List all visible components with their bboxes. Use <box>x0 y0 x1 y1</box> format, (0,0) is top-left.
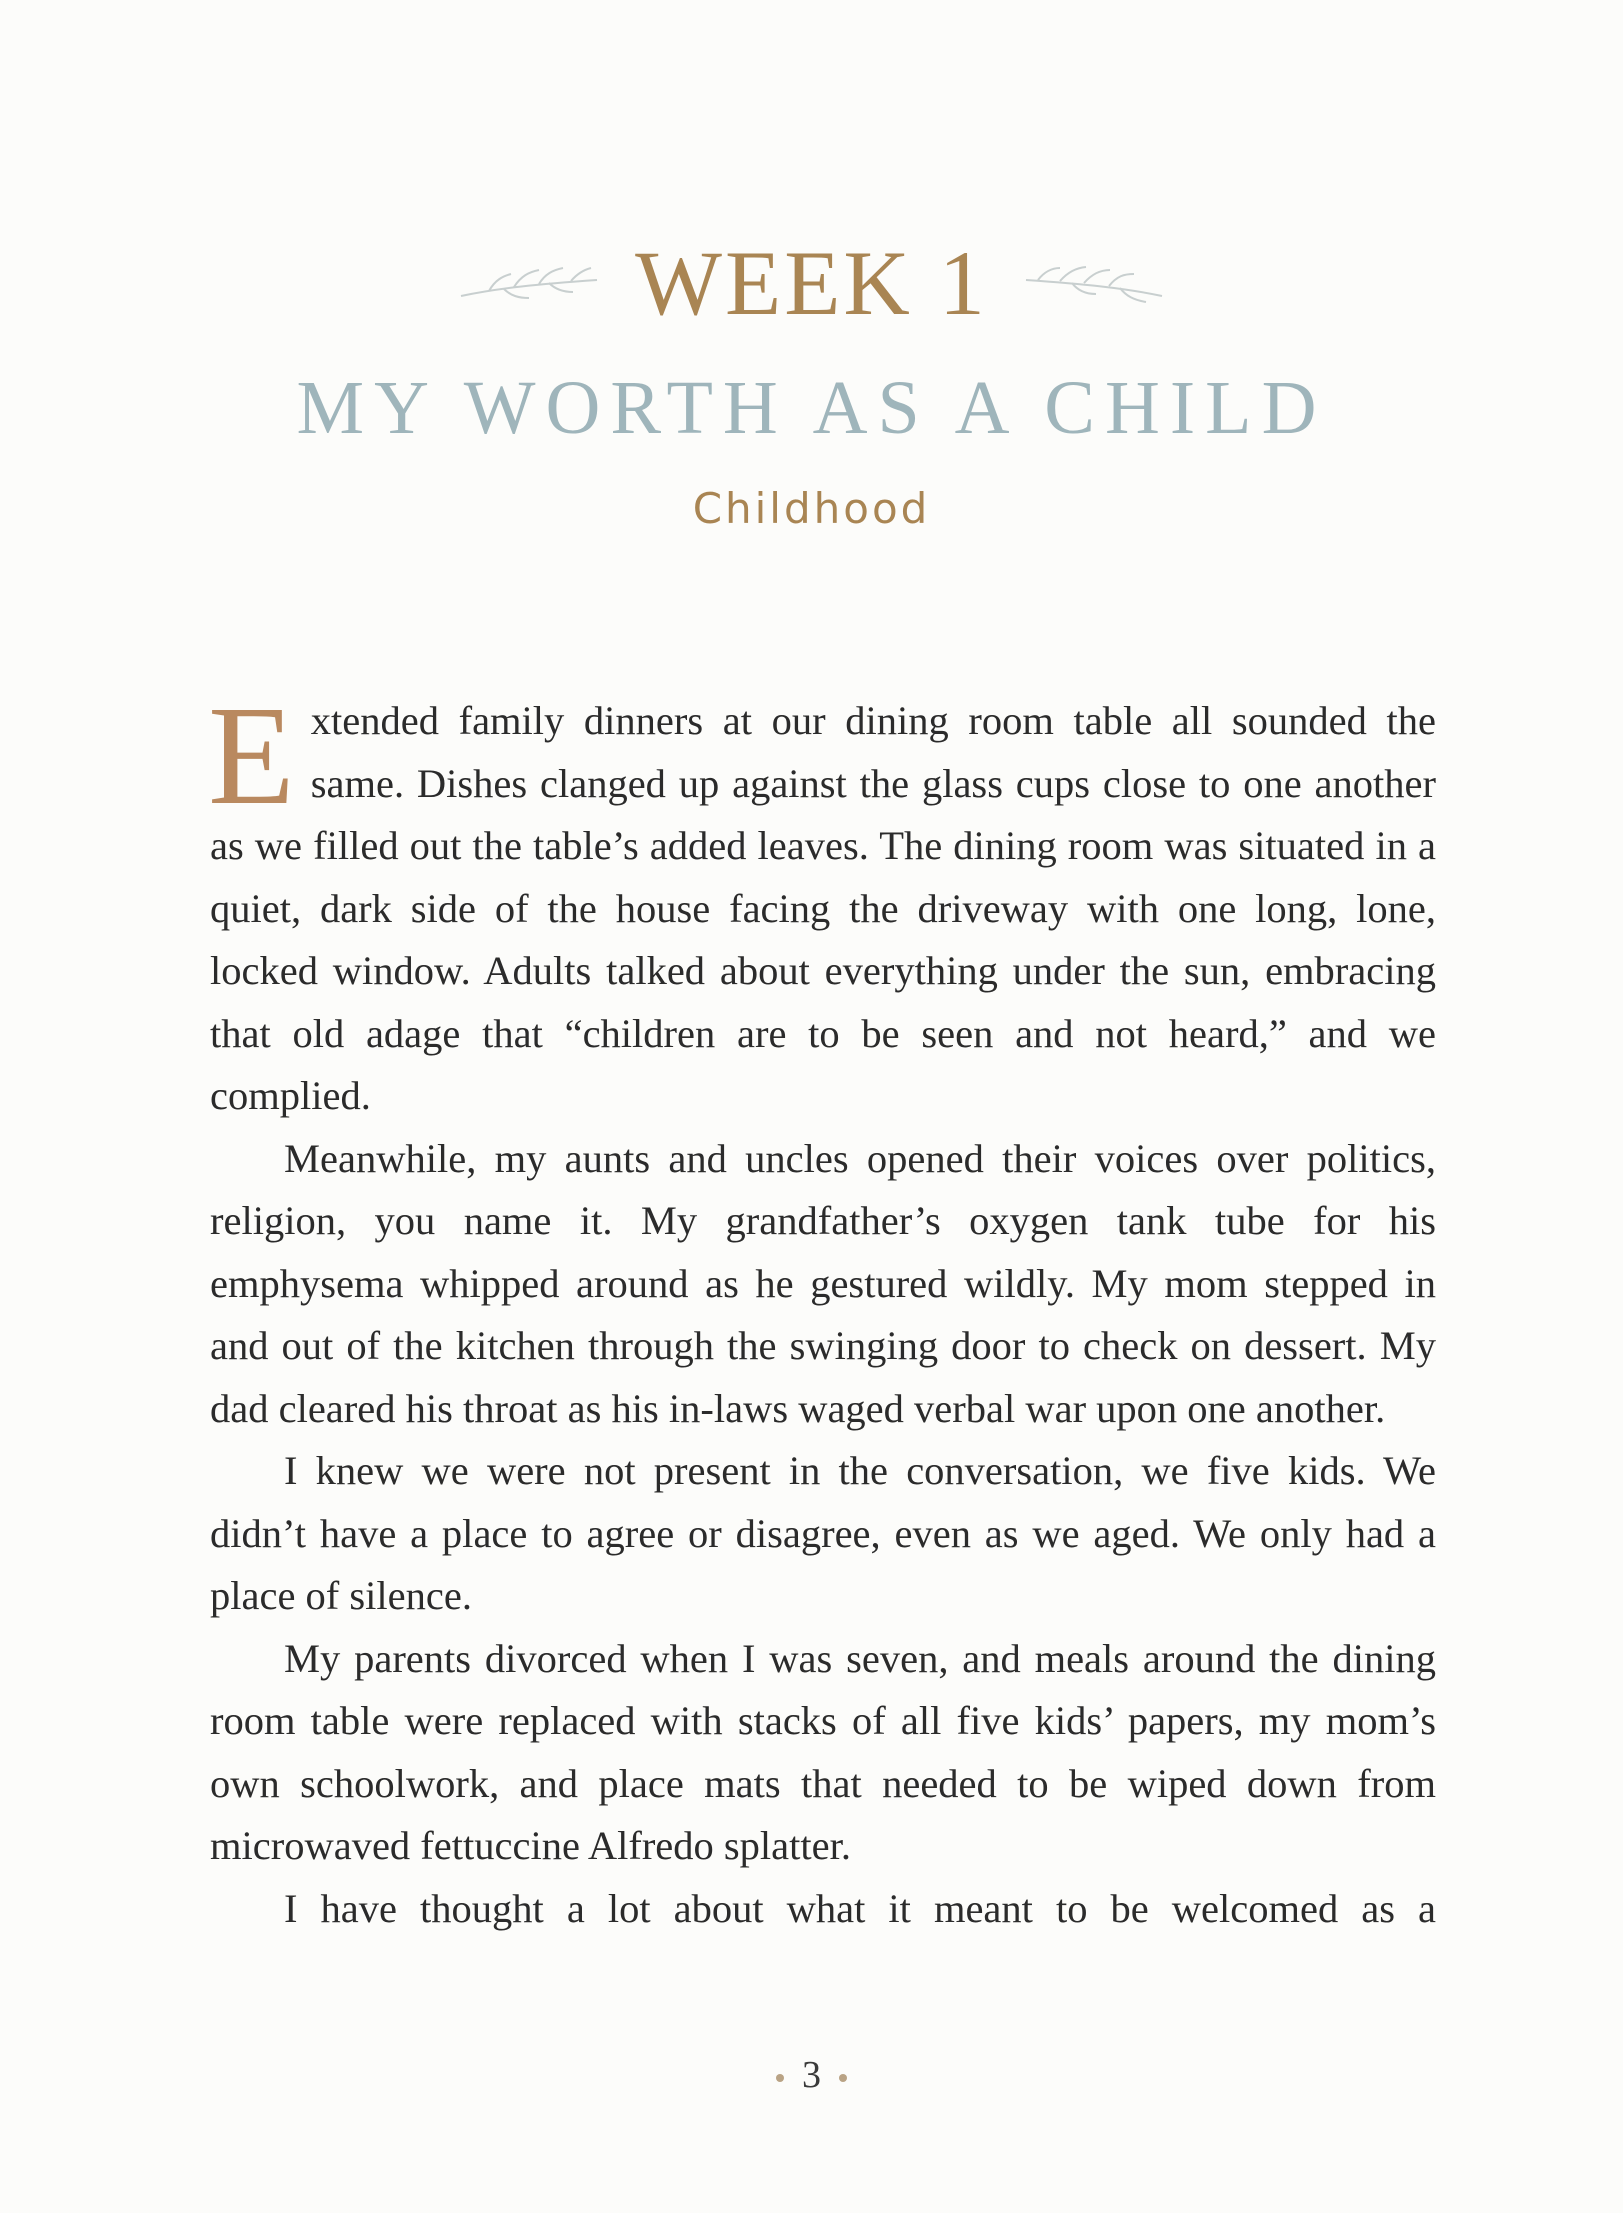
body-text <box>208 676 1436 1940</box>
paragraph-5: I have thought a lot about what it meant to be welcomed as a <box>284 1885 1436 1931</box>
drop-cap: E <box>208 676 295 834</box>
paragraph-1-text: xtended family dinners at our dining room table all sounded the same. Dishes clanged up against the glass cups close to one another as we filled out the table’s added leaves. The dining room was situated in a quiet, dark side of the house facing the driveway with one long, lone, locked window. Adults talked about everything under the sun, embracing that old adage that “children are to be seen and not heard,” and we complied. <box>210 698 1436 1118</box>
folio-right-dot-icon <box>839 2074 847 2082</box>
section-label: Childhood <box>692 484 931 533</box>
week-title: WEEK 1 <box>635 232 988 334</box>
chapter-title: MY WORTH AS A CHILD <box>296 366 1327 450</box>
folio-left-dot-icon <box>776 2074 784 2082</box>
right-sprig-ornament-icon <box>1024 258 1164 308</box>
paragraph-3: I knew we were not present in the conversation, we five kids. We didn’t have a place to agree or disagree, even as we aged. We only had a place of silence. <box>210 1448 1436 1618</box>
paragraph-2: Meanwhile, my aunts and uncles opened their voices over politics, religion, you name it. My grandfather’s oxygen tank tube for his emphysema whipped around as he gestured wildly. My mom stepped in and out of the kitchen through the swinging door to check on dessert. My dad cleared his throat as his in-laws waged verbal war upon one another. <box>210 1135 1436 1431</box>
page-number-footer <box>0 2056 1623 2094</box>
paragraph-1 <box>208 676 1436 1128</box>
week-heading-row <box>0 228 1623 338</box>
paragraph-4: My parents divorced when I was seven, and meals around the dining room table were replaced with stacks of all five kids’ papers, my mom’s own schoolwork, and place mats that needed to be wiped down from microwaved fettuccine Alfredo splatter. <box>210 1635 1436 1868</box>
page-number: 3 <box>802 2054 821 2096</box>
left-sprig-ornament-icon <box>459 258 599 308</box>
